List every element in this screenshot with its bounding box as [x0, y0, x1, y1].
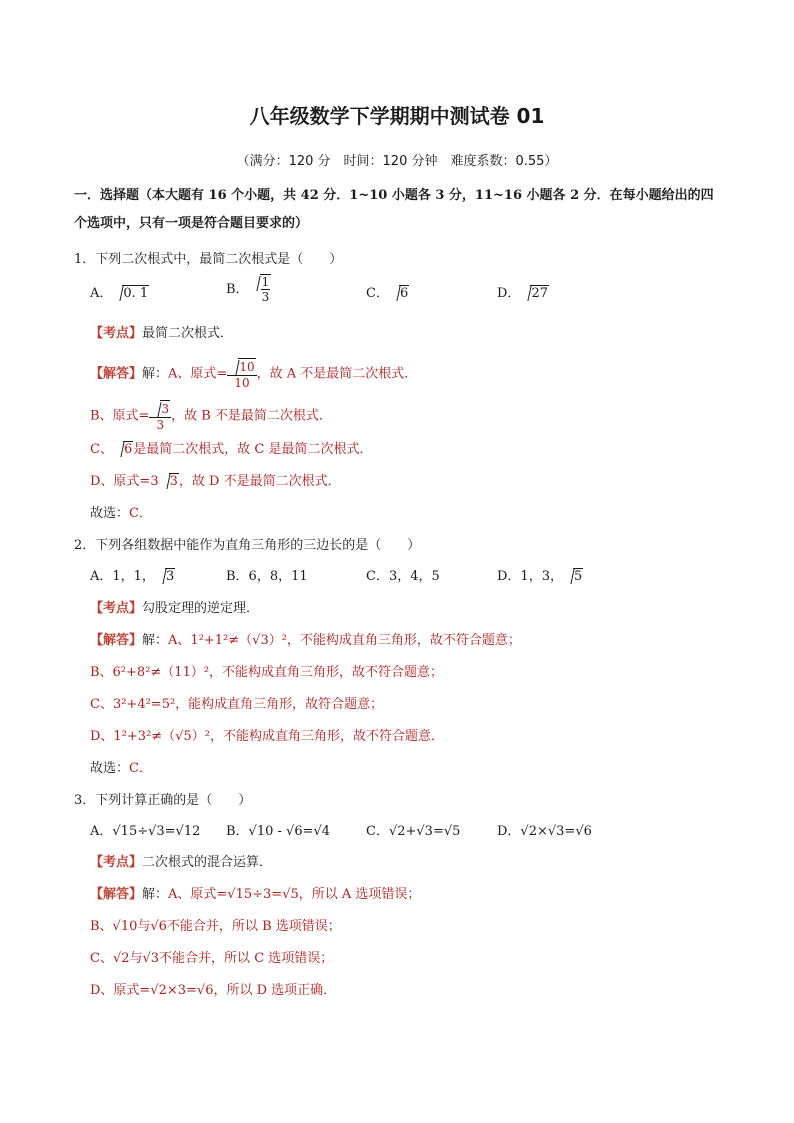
q3-option-a: A．√15÷√3=√12: [90, 824, 201, 839]
q1-answer-d: [90, 472, 341, 492]
q1-a-post: ，故 A 不是最简二次根式．: [256, 366, 418, 382]
q1-option-d-label: D．: [497, 286, 521, 301]
sqrt-symbol: [114, 440, 133, 460]
q3-answer-b: B、√10与√6不能合并，所以 B 选项错误；: [90, 919, 341, 934]
q1-b-post: ，故 B 不是最简二次根式．: [171, 408, 332, 424]
q1-answer-c: [90, 440, 372, 460]
q1-option-b: [226, 274, 271, 304]
q3-option-b: B．√10 - √6=√4: [226, 824, 331, 839]
q1-d-pre: D、原式=3: [90, 474, 159, 489]
q1-option-c: [366, 284, 409, 304]
fraction-denominator: 3: [156, 418, 165, 432]
q1-option-d: [497, 284, 549, 304]
section-heading-line-1: 一．选择题（本大题有 16 个小题，共 42 分．1~10 小题各 3 分，11~16 小题各 2 分．在每小题给出的四: [74, 188, 714, 203]
q2-a-text: A、1²+1²≠（√3）²，不能构成直角三角形，故不符合题意；: [168, 633, 521, 648]
q2-option-a-label: A．1，1，: [90, 569, 155, 584]
q3-a-text: A、原式=√15÷3=√5，所以 A 选项错误；: [168, 887, 421, 902]
fraction-denominator: 3: [261, 290, 270, 304]
q2-answer-value: C．: [129, 761, 152, 776]
kaodian-label: 【考点】: [90, 326, 143, 341]
q1-option-c-label: C．: [366, 286, 389, 301]
q2-stem: 2．下列各组数据中能作为直角三角形的三边长的是（ ）: [74, 538, 421, 553]
q1-final-answer: [90, 504, 152, 524]
q1-d-radicand: 3: [169, 474, 178, 489]
q1-d-post: ，故 D 不是最简二次根式．: [178, 474, 341, 489]
q2-option-a-radicand: 3: [165, 569, 175, 584]
sqrt-symbol: [564, 567, 583, 587]
fraction-numerator: 10: [239, 360, 255, 374]
q1-b-fraction: [149, 400, 171, 432]
q1-answer-b: [90, 400, 332, 432]
q1-option-a-label: A．: [90, 286, 113, 301]
page-subtitle: （满分：120 分 时间：120 分钟 难度系数：0.55）: [236, 154, 558, 169]
sqrt-symbol: [113, 284, 149, 304]
q2-option-a: [90, 567, 175, 587]
q1-option-d-radicand: 27: [531, 286, 548, 301]
q2-answer-a: [90, 631, 521, 651]
q3-option-d: D．√2×√3=√6: [497, 824, 592, 839]
q1-kaodian: [90, 324, 233, 344]
q3-answer-a: [90, 885, 420, 905]
q1-answer-value: C．: [129, 506, 152, 521]
sqrt-symbol: [250, 274, 272, 304]
guxuan-label: 故选：: [90, 506, 130, 521]
q1-c-post: 是最简二次根式，故 C 是最简二次根式．: [133, 442, 373, 457]
q2-final-answer: [90, 759, 152, 779]
guxuan-label: 故选：: [90, 761, 130, 776]
jie-label: 解：: [142, 887, 169, 902]
sqrt-symbol: [156, 567, 175, 587]
q1-option-b-label: B．: [226, 282, 249, 297]
jieda-label: 【解答】: [90, 633, 143, 648]
q3-kaodian-text: 二次根式的混合运算．: [142, 855, 273, 870]
jieda-label: 【解答】: [90, 366, 143, 382]
sqrt-symbol: [160, 472, 179, 492]
kaodian-label: 【考点】: [90, 601, 143, 616]
jie-label: 解：: [142, 366, 169, 382]
kaodian-label: 【考点】: [90, 855, 143, 870]
fraction-denominator: 10: [234, 376, 250, 390]
q2-kaodian-text: 勾股定理的逆定理．: [142, 601, 260, 616]
q1-option-a-radicand: 0. 1: [123, 286, 149, 301]
q1-a-pre: A、原式=: [168, 366, 228, 382]
q1-c-radicand: 6: [123, 442, 133, 457]
jieda-label: 【解答】: [90, 887, 143, 902]
q3-kaodian: [90, 853, 272, 873]
q1-option-a: [90, 284, 149, 304]
q3-answer-c: C、√2与√3不能合并，所以 C 选项错误；: [90, 951, 334, 966]
q2-option-d-radicand: 5: [573, 569, 583, 584]
sqrt-symbol: [521, 284, 549, 304]
q1-option-b-fraction: [261, 275, 271, 304]
q1-option-c-radicand: 6: [399, 286, 409, 301]
q1-a-fraction: [227, 358, 256, 390]
q2-answer-c: C、3²+4²=5²，能构成直角三角形，故符合题意；: [90, 697, 384, 712]
q2-kaodian: [90, 599, 259, 619]
q2-option-d: [497, 567, 583, 587]
q1-c-pre: C、: [90, 442, 113, 457]
fraction-numerator: 1: [261, 275, 270, 289]
sqrt-symbol: [390, 284, 409, 304]
q1-b-pre: B、原式=: [90, 408, 150, 424]
q2-answer-d: D、1²+3²≠（√5）²，不能构成直角三角形，故不符合题意．: [90, 729, 444, 744]
q3-answer-d: D、原式=√2×3=√6，所以 D 选项正确．: [90, 983, 337, 998]
q1-stem: 1．下列二次根式中，最简二次根式是（ ）: [74, 252, 343, 267]
q1-answer-a: [90, 358, 417, 390]
q1-kaodian-text: 最简二次根式．: [142, 326, 234, 341]
q2-option-c: C．3，4，5: [366, 569, 440, 584]
q2-option-d-label: D．1，3，: [497, 569, 563, 584]
q3-stem: 3．下列计算正确的是（ ）: [74, 793, 252, 808]
q2-answer-b: B、6²+8²≠（11）²，不能构成直角三角形，故不符合题意；: [90, 665, 444, 680]
page-title: 八年级数学下学期期中测试卷 01: [249, 104, 545, 128]
section-heading-line-2: 个选项中，只有一项是符合题目要求的）: [74, 216, 309, 231]
q3-option-c: C．√2+√3=√5: [366, 824, 461, 839]
q2-option-b: B．6，8，11: [226, 569, 308, 584]
jie-label: 解：: [142, 633, 169, 648]
fraction-numerator: 3: [161, 402, 170, 416]
